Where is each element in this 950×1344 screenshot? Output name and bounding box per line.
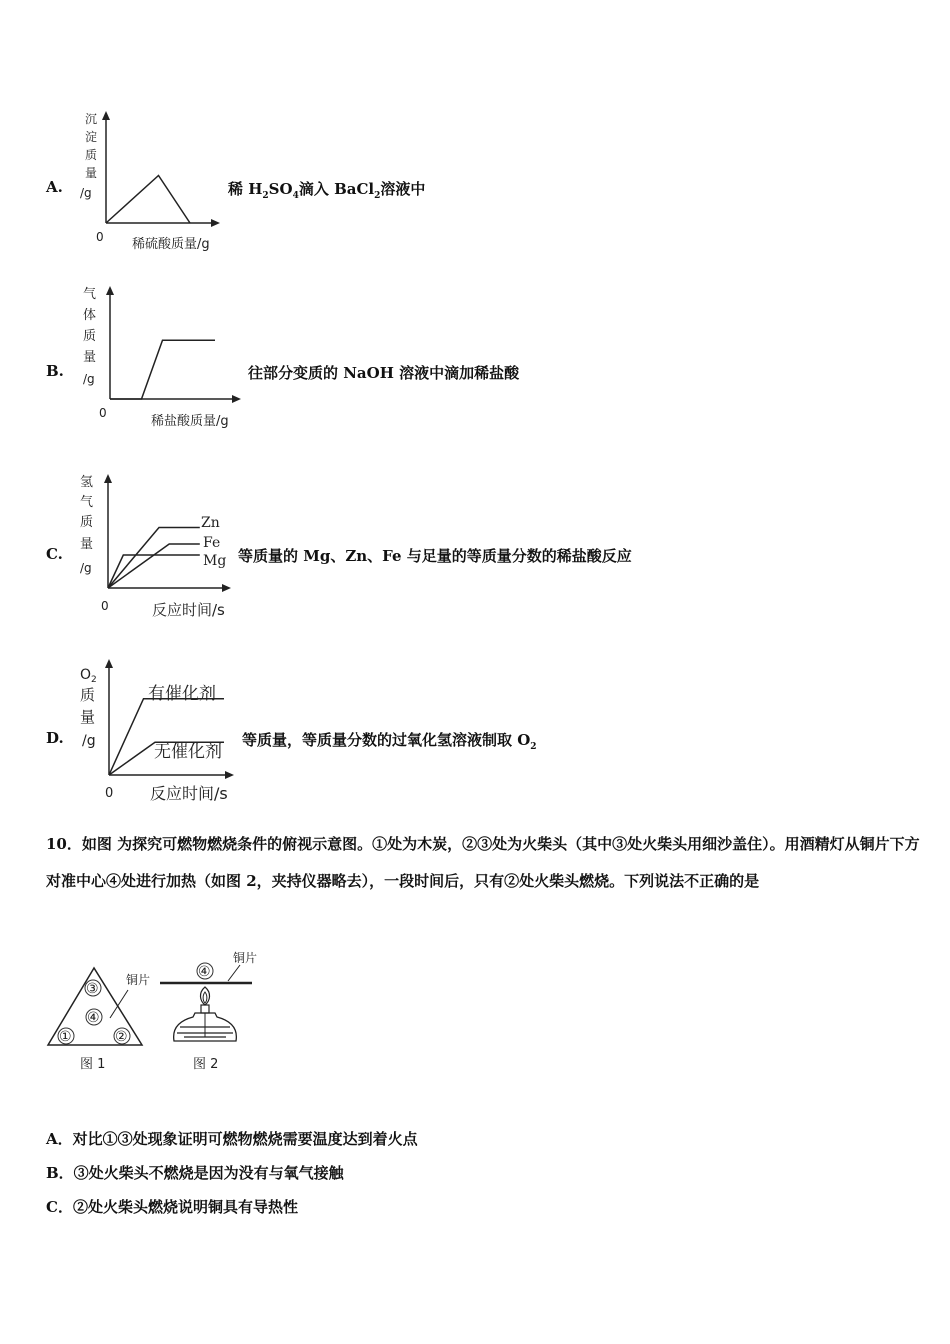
option-c-xlabel: 反应时间/s [152, 601, 225, 619]
option-d-letter: D. [46, 729, 64, 747]
figure-1-caption: 图 1 [80, 1057, 106, 1072]
figure-2 [150, 945, 275, 1075]
option-c-series-fe-label: Fe [203, 535, 221, 551]
option-a-ylabel-4: 量 [85, 166, 98, 180]
option-b-chart [75, 282, 250, 432]
option-d-ylabel-sub: 2 [91, 675, 97, 685]
option-b-yunit: /g [83, 372, 95, 386]
option-c-ylabel-2: 气 [80, 495, 94, 510]
answer-a: A．对比①③处现象证明可燃物燃烧需要温度达到着火点 [46, 1130, 418, 1148]
option-d-xlabel: 反应时间/s [150, 784, 228, 803]
option-a-ylabel-1: 沉 [85, 112, 98, 126]
option-d-series-no-catalyst-label: 无催化剂 [154, 742, 222, 762]
option-b-ylabel-3: 质 [83, 329, 97, 344]
option-c-chart [70, 468, 240, 620]
question-10-text: 10．如图 为探究可燃物燃烧条件的俯视示意图。①处为木炭，②③处为火柴头（其中③处火柴头用细沙盖住）。用酒精灯从铜片下方对准中心④处进行加热（如图 2，夹持仪器略去），一段时间后，只有②处火柴头燃烧。下列说法不正确的是 [46, 835, 920, 890]
option-a-caption [228, 178, 425, 201]
option-a-y-arrow [102, 111, 110, 120]
option-c-series-zn-label: Zn [201, 515, 220, 531]
option-b-x-arrow [232, 395, 241, 403]
caption-a-sub: 2 [262, 191, 269, 201]
position-4-mark: ④ [87, 1010, 100, 1026]
copper-label-leader [110, 990, 128, 1018]
option-c-ylabel-4: 量 [80, 537, 94, 552]
option-c-x-arrow [222, 584, 231, 592]
option-c-caption: 等质量的 Mg、Zn、Fe 与足量的等质量分数的稀盐酸反应 [238, 547, 632, 565]
caption-d-sub: 2 [530, 742, 537, 752]
figure-2-caption: 图 2 [193, 1057, 219, 1072]
option-b-xlabel: 稀盐酸质量/g [151, 414, 229, 429]
fig2-position-4-mark: ④ [198, 964, 211, 980]
option-b-y-arrow [106, 286, 114, 295]
option-d-ylabel-top: O [80, 667, 92, 683]
option-a-letter: A. [46, 178, 63, 196]
option-d-series-catalyst-label: 有催化剂 [148, 684, 216, 704]
caption-a-part: 滴入 BaCl [298, 180, 375, 198]
option-b-ylabel-2: 体 [83, 308, 97, 323]
caption-d-part: 等质量，等质量分数的过氧化氢溶液制取 O [242, 731, 531, 749]
option-c-origin: 0 [101, 599, 109, 613]
figure-1 [40, 960, 160, 1075]
option-a-x-arrow [211, 219, 220, 227]
copper-label: 铜片 [126, 973, 151, 987]
option-d-y-arrow [105, 659, 113, 668]
option-c-letter: C. [46, 545, 63, 563]
option-b-caption: 往部分变质的 NaOH 溶液中滴加稀盐酸 [248, 364, 520, 382]
caption-a-sub: 4 [292, 191, 299, 201]
answer-c: C．②处火柴头燃烧说明铜具有导热性 [46, 1198, 298, 1216]
option-d-x-arrow [225, 771, 234, 779]
option-d-ylabel-2: 量 [80, 708, 96, 726]
option-c-series-fe-line [108, 544, 200, 588]
option-b-origin: 0 [99, 406, 107, 420]
option-c-ylabel-3: 质 [80, 515, 94, 530]
option-a-origin: 0 [96, 230, 104, 244]
option-d-origin: 0 [105, 786, 114, 801]
option-d-yunit: /g [82, 733, 96, 749]
option-a-ylabel-2: 淀 [85, 130, 98, 144]
option-a-yunit: /g [80, 186, 92, 200]
position-1-mark: ① [59, 1029, 72, 1045]
caption-a-sub: 2 [374, 191, 381, 201]
option-d-caption [242, 729, 537, 752]
option-c-ylabel-1: 氢 [80, 475, 94, 490]
caption-a-part: 稀 H [228, 180, 263, 198]
flame-inner-icon [203, 992, 207, 1003]
option-a-chart [70, 105, 230, 255]
option-a-series-line [106, 176, 190, 224]
option-c-yunit: /g [80, 561, 92, 575]
option-a-xlabel: 稀硫酸质量/g [132, 237, 210, 252]
option-b-letter: B. [46, 362, 64, 380]
option-a-ylabel-3: 质 [85, 148, 98, 162]
option-d-chart [70, 655, 245, 807]
caption-a-part: 溶液中 [380, 180, 426, 198]
position-3-mark: ③ [86, 981, 99, 997]
option-d-ylabel-1: 质 [80, 686, 96, 704]
lamp-wick-holder [201, 1005, 209, 1013]
position-2-mark: ② [115, 1029, 128, 1045]
option-b-ylabel-1: 气 [83, 287, 97, 302]
fig2-copper-label: 铜片 [233, 951, 258, 965]
answer-b: B．③处火柴头不燃烧是因为没有与氧气接触 [46, 1164, 344, 1182]
fig2-copper-leader [228, 965, 240, 981]
option-b-series-line [110, 340, 215, 399]
option-b-ylabel-4: 量 [83, 350, 97, 365]
caption-a-part: SO [268, 180, 293, 198]
option-c-series-mg-label: Mg [203, 553, 227, 569]
option-c-y-arrow [104, 474, 112, 483]
